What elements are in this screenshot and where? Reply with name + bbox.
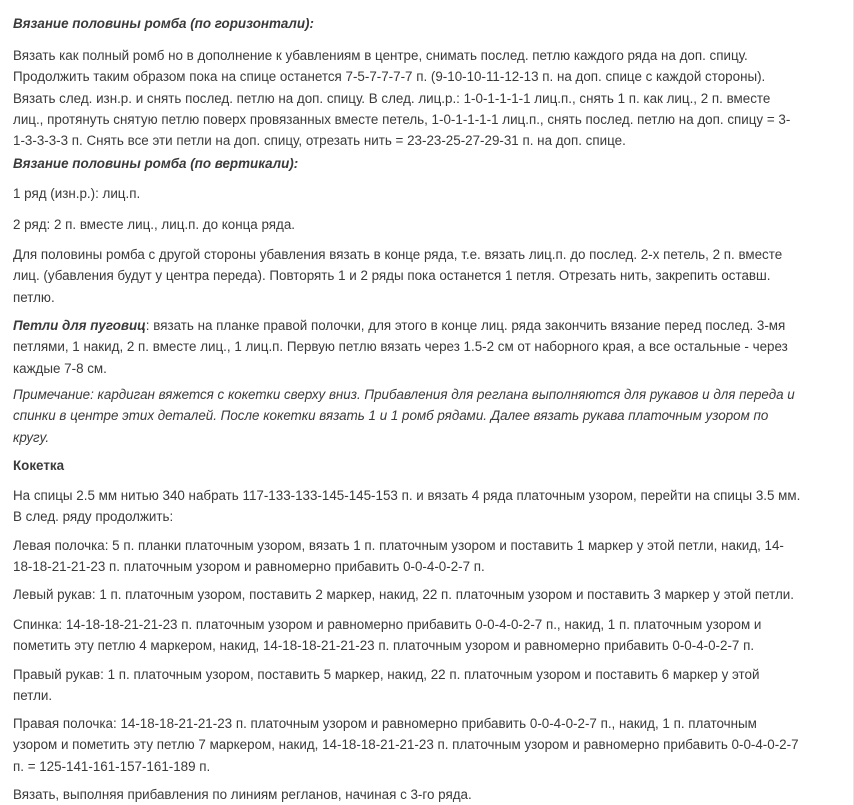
text-line: п. = 125-141-161-157-161-189 п.: [13, 758, 211, 774]
text-line: узором и пометить эту петлю 7 маркером, накид, 14-18-18-21-21-23 п. платочным узором и равномерно прибавить 0-0-4-0-2-7: [13, 737, 799, 753]
text-line: каждые 7-8 см.: [13, 360, 107, 376]
text-line: [13, 315, 838, 336]
text-line: Вязать след. изн.р. и снять послед. петлю на доп. спицу. В след. лиц.р.: 1-0-1-1-1-1 лиц.п., снять 1 п. как лиц., 2 п. вместе: [13, 90, 771, 106]
text-line: Для половины ромба с другой стороны убавления вязать в конце ряда, т.е. вязать лиц.п. до послед. 2-х петель, 2 п. вместе: [13, 247, 783, 262]
text-line: Спинка: 14-18-18-21-21-23 п. платочным узором и равномерно прибавить 0-0-4-0-2-7 п., накид, 1 п. платочным узором и: [13, 617, 762, 632]
text-line: пометить эту петлю 4 маркером, накид, 14-18-18-21-21-23 п. платочным узором и равномерно прибавить 0-0-4-0-2-7 п.: [13, 638, 755, 654]
text-line: В след. ряду продолжить:: [13, 509, 174, 525]
text-line: Левая полочка: 5 п. планки платочным узором, вязать 1 п. платочным узором и поставить 1 маркер у этой петли, накид, 14-: [13, 538, 784, 553]
text-line: 18-18-21-21-23 п. платочным узором и равномерно прибавить 0-0-4-0-2-7 п.: [13, 559, 485, 575]
paragraph-right-sleeve: [13, 664, 838, 707]
text-line: спинки в центре этих деталей. После кокетки вязать 1 и 1 ромб рядами. Далее вязать рукава платочным узором по: [13, 408, 769, 424]
text-line: петлю.: [13, 289, 55, 305]
row-1-instruction: 1 ряд (изн.р.): лиц.п.: [13, 186, 141, 201]
buttonholes-text: : вязать на планке правой полочки, для этого в конце лиц. ряда закончить вязание перед послед. 3-мя: [145, 318, 786, 333]
text-line: Примечание: кардиган вяжется с кокетки сверху вниз. Прибавления для реглана выполняются для рукавов и для переда и: [13, 387, 795, 402]
text-line: петли.: [13, 688, 53, 704]
buttonholes-label: Петли для пуговиц: [13, 318, 146, 333]
text-line: 1-3-3-3-3 п. Снять все эти петли на доп. спицу, отрезать нить = 23-23-25-27-29-31 п. на доп. спице.: [13, 133, 626, 149]
text-line: Продолжить таким образом пока на спице останется 7-5-7-7-7-7 п. (9-10-10-11-12-13 п. на доп. спице с каждой стороны).: [13, 69, 766, 85]
heading-yoke: Кокетка: [13, 458, 65, 473]
paragraph-other-half: [13, 244, 838, 308]
paragraph-horizontal-instructions: [13, 45, 838, 151]
text-line: Правая полочка: 14-18-18-21-21-23 п. платочным узором и равномерно прибавить 0-0-4-0-2-7 п., накид, 1 п. платочным: [13, 716, 757, 731]
text-line: Вязать как полный ромб но в дополнение к убавлениям в центре, снимать послед. петлю каждого ряда на доп. спицу.: [13, 48, 748, 63]
text-line: петлями, 1 накид, 2 п. вместе лиц., 1 лиц.п. Первую петлю вязать через 1.5-2 см от наборного края, а все остальные - через: [13, 339, 788, 355]
note-paragraph: [13, 384, 838, 448]
paragraph-left-front: [13, 535, 838, 578]
text-line: Правый рукав: 1 п. платочным узором, поставить 5 маркер, накид, 22 п. платочным узором и поставить 6 маркер у этой: [13, 667, 760, 682]
text-line: лиц., протянуть снятую петлю поверх провязанных вместе петель, 1-0-1-1-1-1 лиц.п., снять послед. петлю на доп. спицу = 3-: [13, 111, 791, 127]
row-2-instruction: 2 ряд: 2 п. вместе лиц., лиц.п. до конца ряда.: [13, 217, 295, 232]
paragraph-continue: Вязать, выполняя прибавления по линиям регланов, начиная с 3-го ряда.: [13, 787, 472, 802]
heading-horizontal-half-rhombus: Вязание половины ромба (по горизонтали):: [13, 16, 314, 31]
text-line: На спицы 2.5 мм нитью 340 набрать 117-133-133-145-145-153 п. и вязать 4 ряда платочным узором, перейти на спицы 3.5 мм.: [13, 488, 801, 503]
heading-vertical-half-rhombus: Вязание половины ромба (по вертикали):: [13, 156, 299, 171]
paragraph-left-sleeve: Левый рукав: 1 п. платочным узором, поставить 2 маркер, накид, 22 п. платочным узором и поставить 3 маркер у этой петли.: [13, 587, 794, 602]
paragraph-right-front: [13, 713, 838, 777]
paragraph-buttonholes: [13, 315, 838, 379]
paragraph-back: [13, 614, 838, 657]
text-line: лиц. (убавления будут у центра переда). Повторять 1 и 2 ряды пока останется 1 петля. Отрезать нить, закрепить оставш.: [13, 268, 771, 284]
paragraph-yoke-intro: [13, 485, 838, 528]
text-line: кругу.: [13, 429, 50, 445]
